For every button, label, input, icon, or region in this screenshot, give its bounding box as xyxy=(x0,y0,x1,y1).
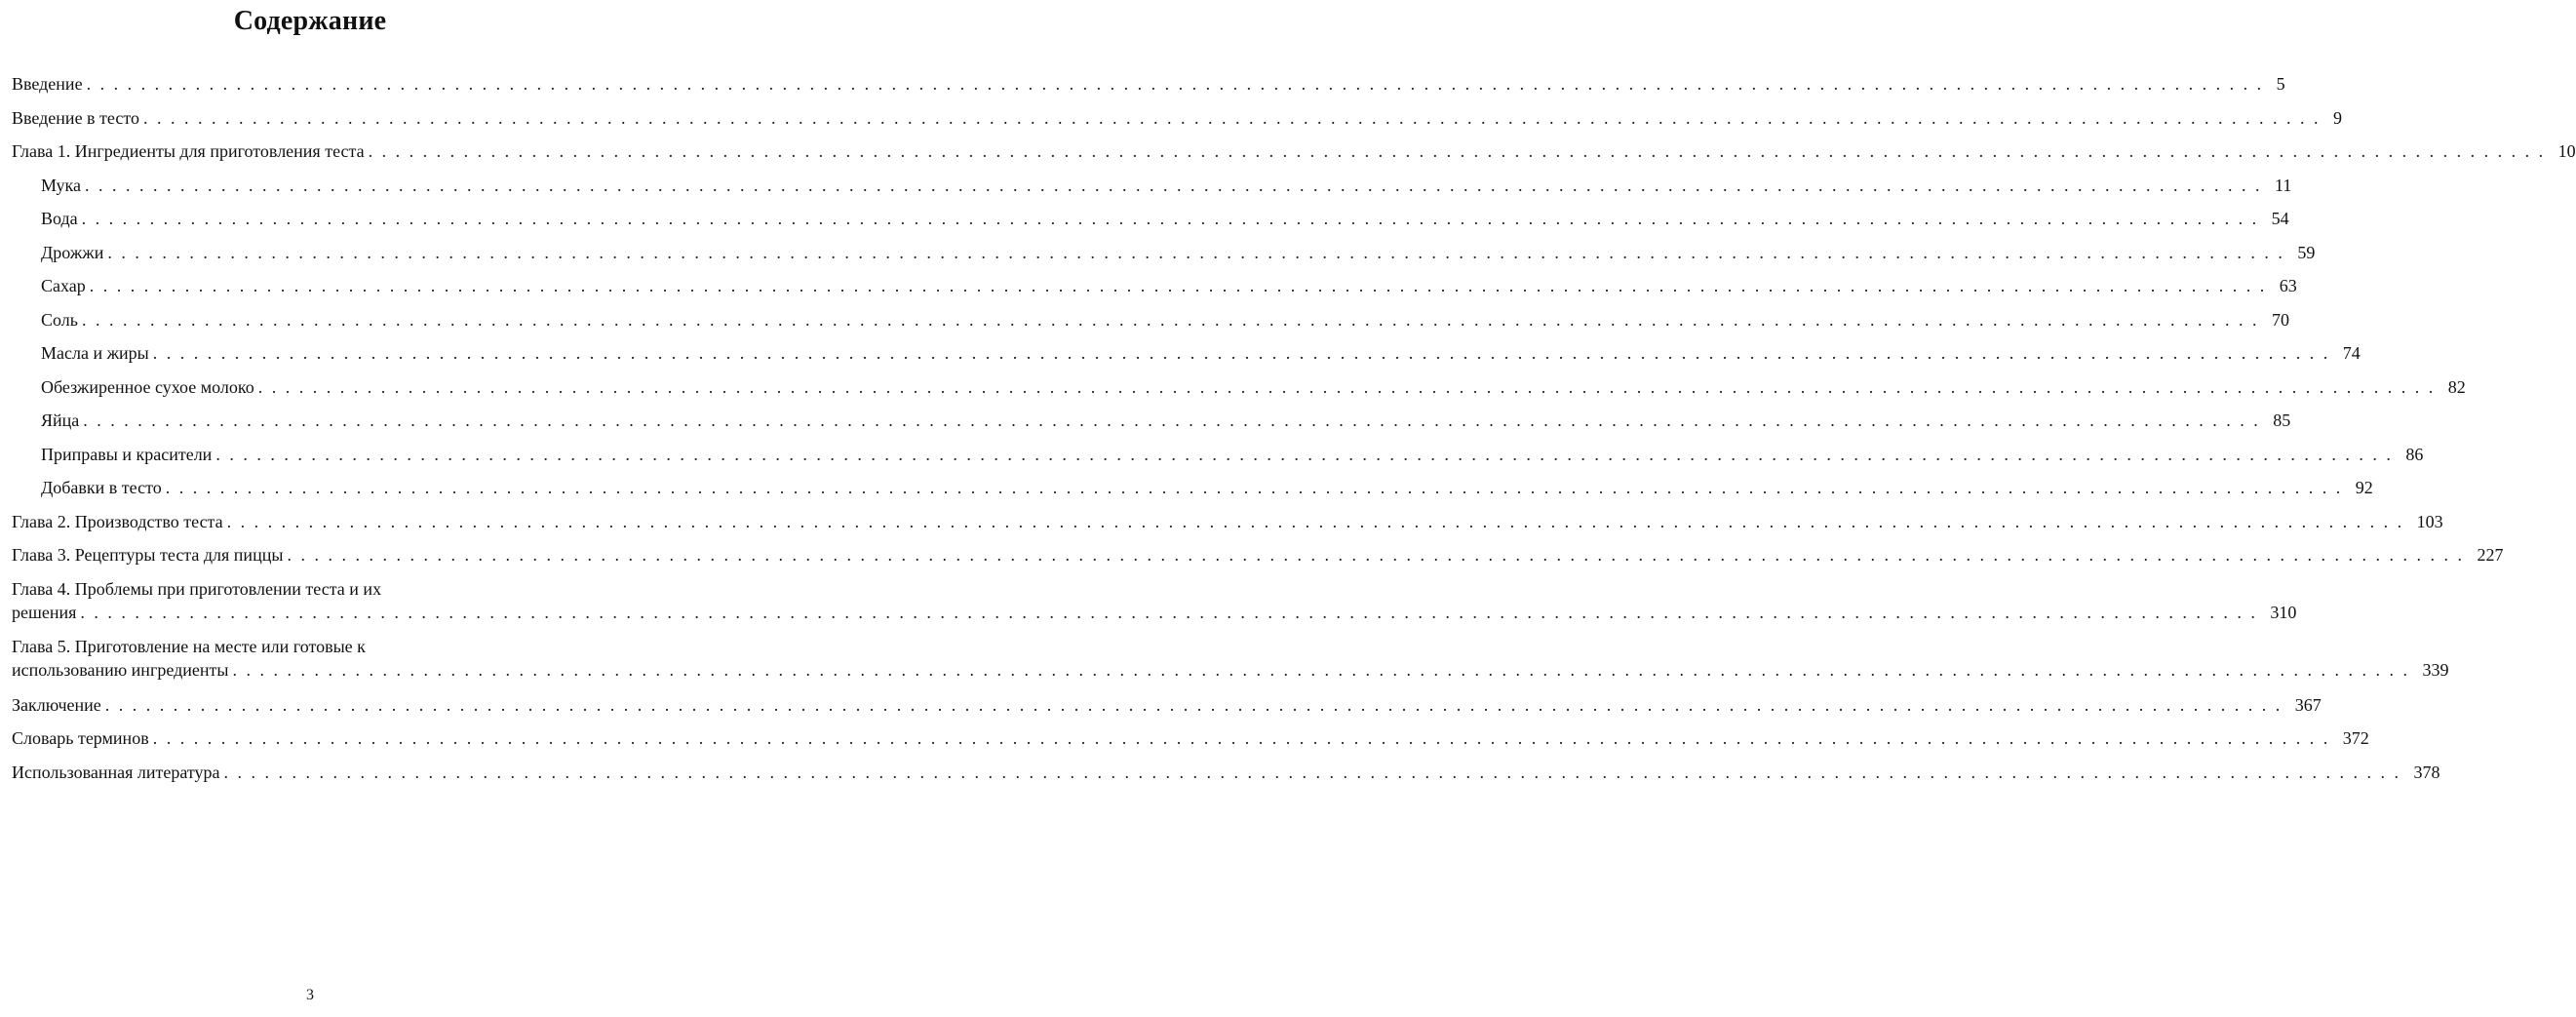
toc-entry-page: 10 xyxy=(2557,141,2576,161)
dot-leader: ................................................................................................................................................................ xyxy=(257,376,2442,397)
toc-entry xyxy=(12,139,2576,163)
toc-entry-line xyxy=(41,375,2466,399)
toc-entry-title-line: Глава 5. Приготовление на месте или готовые к xyxy=(12,637,366,656)
toc-entry xyxy=(12,341,2361,365)
toc-entry-line xyxy=(12,761,2440,784)
toc-entry-line xyxy=(12,510,2443,533)
dot-leader: ................................................................................................................................................................ xyxy=(215,444,2400,464)
toc-entry-page: 11 xyxy=(2275,175,2292,195)
toc-entry-line xyxy=(41,341,2361,365)
dot-leader: ................................................................................................................................................................ xyxy=(104,694,2289,715)
dot-leader: ................................................................................................................................................................ xyxy=(232,660,2417,680)
toc-entry xyxy=(12,543,2504,567)
toc-entry-page: 378 xyxy=(2413,762,2440,782)
dot-leader: ................................................................................................................................................................ xyxy=(368,141,2553,161)
toc-entry xyxy=(12,375,2466,399)
toc-entry-title: Приправы и красители xyxy=(41,444,213,464)
toc-entry xyxy=(12,106,2342,130)
toc-entry-title: Масла и жиры xyxy=(41,343,149,363)
toc-entry-line xyxy=(12,543,2504,567)
toc-entry-page: 103 xyxy=(2416,511,2443,531)
toc-entry-title: Обезжиренное сухое молоко xyxy=(41,376,254,397)
toc-entry-line xyxy=(12,139,2576,163)
toc-entry xyxy=(12,274,2297,297)
table-of-contents xyxy=(12,72,2576,794)
dot-leader: ................................................................................................................................................................ xyxy=(165,478,2350,497)
toc-entry-page: 59 xyxy=(2297,242,2316,262)
toc-entry xyxy=(12,476,2373,499)
dot-leader: ................................................................................................................................................................ xyxy=(83,411,2268,430)
toc-entry-line xyxy=(41,476,2373,499)
dot-leader: ................................................................................................................................................................ xyxy=(142,107,2327,128)
toc-entry-title: Введение xyxy=(12,74,83,94)
toc-entry-page: 367 xyxy=(2294,694,2322,715)
toc-entry-title-line: Глава 4. Проблемы при приготовлении теста и их xyxy=(12,578,382,599)
dot-leader: ................................................................................................................................................................ xyxy=(287,545,2472,565)
toc-entry-line xyxy=(41,443,2424,466)
toc-entry-page: 227 xyxy=(2477,545,2504,565)
toc-entry-line xyxy=(12,693,2322,717)
dot-leader: ................................................................................................................................................................ xyxy=(152,728,2337,748)
toc-entry-title: использованию ингредиенты xyxy=(12,660,229,680)
toc-entry-title: Глава 3. Рецептуры теста для пиццы xyxy=(12,545,284,565)
toc-entry-line xyxy=(41,274,2297,297)
toc-entry-line xyxy=(12,72,2285,96)
toc-entry xyxy=(12,308,2289,332)
toc-entry xyxy=(12,693,2322,717)
page-number: 3 xyxy=(306,987,314,1003)
toc-entry-line xyxy=(12,106,2342,130)
toc-entry-title: Яйца xyxy=(41,411,80,430)
dot-leader: ................................................................................................................................................................ xyxy=(223,762,2408,782)
toc-entry-page: 86 xyxy=(2405,444,2424,464)
toc-entry-title: решения xyxy=(12,602,77,622)
dot-leader: ................................................................................................................................................................ xyxy=(80,602,2265,622)
dot-leader: ................................................................................................................................................................ xyxy=(85,175,2270,195)
toc-entry-page: 85 xyxy=(2273,411,2291,430)
toc-entry xyxy=(12,409,2291,432)
toc-entry-page: 92 xyxy=(2355,478,2373,497)
toc-entry-page: 70 xyxy=(2271,309,2289,330)
dot-leader: ................................................................................................................................................................ xyxy=(86,74,2271,94)
toc-entry-page: 74 xyxy=(2342,343,2361,363)
toc-entry-page: 339 xyxy=(2422,660,2449,680)
toc-entry-title: Словарь терминов xyxy=(12,728,149,748)
dot-leader: ................................................................................................................................................................ xyxy=(81,309,2266,330)
toc-entry xyxy=(12,443,2424,466)
toc-entry-line xyxy=(12,726,2369,750)
toc-entry-line xyxy=(41,409,2291,432)
dot-leader: ................................................................................................................................................................ xyxy=(107,242,2292,262)
toc-entry-page: 310 xyxy=(2270,602,2297,622)
toc-entry xyxy=(12,72,2285,96)
toc-entry xyxy=(12,207,2289,230)
toc-entry xyxy=(12,174,2292,197)
toc-entry xyxy=(12,761,2440,784)
dot-leader: ................................................................................................................................................................ xyxy=(89,276,2274,295)
toc-entry xyxy=(12,635,2449,682)
toc-entry-title: Дрожжи xyxy=(41,242,104,262)
toc-entry-title: Заключение xyxy=(12,694,101,715)
toc-entry-title: Мука xyxy=(41,175,82,195)
toc-entry-page: 82 xyxy=(2447,376,2466,397)
toc-entry-line xyxy=(12,601,2297,624)
toc-entry xyxy=(12,241,2316,264)
toc-entry xyxy=(12,726,2369,750)
dot-leader: ................................................................................................................................................................ xyxy=(81,209,2266,228)
toc-entry-title: Сахар xyxy=(41,276,86,295)
toc-entry-line xyxy=(41,308,2289,332)
toc-entry-page: 5 xyxy=(2276,74,2285,94)
page-title: Содержание xyxy=(233,6,387,36)
toc-entry-line xyxy=(41,207,2289,230)
toc-entry-title: Добавки в тесто xyxy=(41,478,162,497)
toc-entry-page: 54 xyxy=(2271,209,2289,228)
toc-entry-page: 9 xyxy=(2332,107,2342,128)
toc-entry-line xyxy=(12,658,2449,682)
toc-entry-page: 63 xyxy=(2279,276,2297,295)
toc-entry-line xyxy=(41,174,2292,197)
toc-entry-title: Соль xyxy=(41,309,78,330)
toc-entry-title: Использованная литература xyxy=(12,762,220,782)
toc-entry xyxy=(12,510,2443,533)
toc-entry-page: 372 xyxy=(2342,728,2369,748)
toc-entry-title: Глава 1. Ингредиенты для приготовления теста xyxy=(12,141,365,161)
toc-entry-title: Вода xyxy=(41,209,78,228)
toc-entry-line xyxy=(41,241,2316,264)
dot-leader: ................................................................................................................................................................ xyxy=(152,343,2337,363)
dot-leader: ................................................................................................................................................................ xyxy=(226,511,2411,531)
toc-entry-title: Введение в тесто xyxy=(12,107,139,128)
toc-entry-title: Глава 2. Производство теста xyxy=(12,511,223,531)
toc-entry xyxy=(12,577,2297,624)
